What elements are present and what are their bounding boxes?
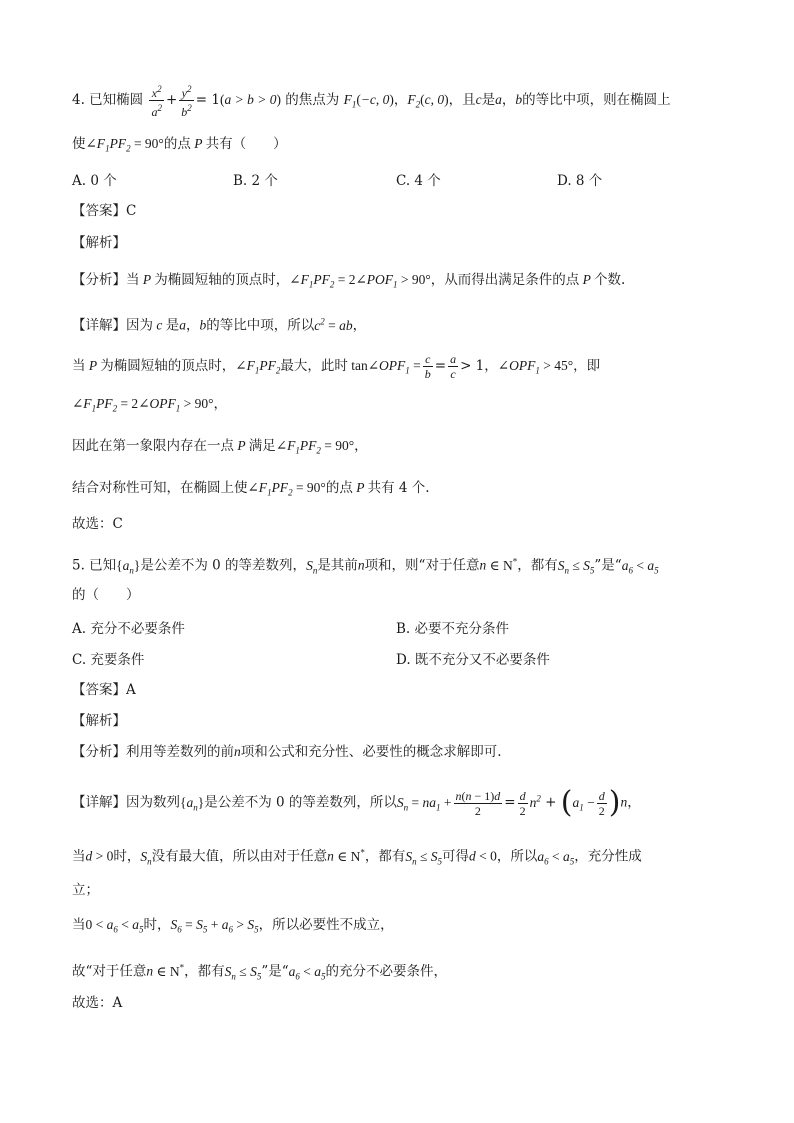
- frac-d-2b: $\frac{d}{2}$: [598, 788, 605, 818]
- q5-xj-text: 故“对于任意: [72, 963, 147, 980]
- q4-fenxi-text: ，从而得出满足条件的点: [430, 272, 580, 288]
- q4-xj-line2: 当 P 为椭圆短轴的顶点时，$\angle F_1PF_2$最大，此时 $\tan\angle OPF_1$ = $\frac{c}{b}$ = $\frac{a}{c}$ > 1，$\angle OPF_1 > 45^\circ$，即: [72, 352, 601, 381]
- q4-option-d: D. 8 个: [557, 173, 603, 189]
- q4-option-c: C. 4 个: [396, 173, 441, 189]
- q5-stem-text: 是其前: [317, 557, 358, 574]
- q4-xj-text: 结合对称性可知，在椭圆上使: [72, 480, 248, 496]
- q5-option-d: D. 既不充分又不必要条件: [396, 652, 550, 668]
- q5-xj-text: ，都有: [364, 848, 406, 865]
- q5-xj-line3: 立；: [72, 882, 99, 898]
- q5-option-b: B. 必要不充分条件: [396, 621, 510, 637]
- q4-xj-text: ，: [354, 438, 368, 454]
- q4-stem-line1: 4. 已知椭圆 $\frac{x^2}{a^2}$ + $\frac{y^2}{b^2}$ = 1(a > b > 0) 的焦点为 $F_1(-c$, 0)，$F_2(c$, 0)，且c是a，b的等比中项，则在椭圆上: [72, 84, 671, 119]
- q4-fenxi-text: 为椭圆短轴的顶点时，: [154, 272, 290, 288]
- q5-xj-text: ，充分性成: [574, 848, 642, 865]
- xiangjie-tag: 【详解】: [72, 794, 126, 811]
- q5-xj-text: 因为数列: [126, 794, 180, 811]
- q4-xj-line1: 【详解】因为 c 是a，b的等比中项，所以$c^2$ = ab，: [72, 316, 367, 334]
- q5-fenxi: 【分析】利用等差数列的前n项和公式和充分性、必要性的概念求解即可.: [72, 744, 502, 760]
- q5-xj-line1: 【详解】因为数列$\{a_n\}$是公差不为 0 的等差数列，所以$S_n = na_1$ + $\frac{n(n - 1)d}{2}$ = $\frac{d}{2}$ $n^2 + (a_1$ − $\frac{d}{2}$ )n，: [72, 785, 641, 820]
- q4-xj-text: 满足: [248, 438, 276, 454]
- q5-xj-line5: 故“对于任意n ∈ N*，都有$S_n \le S_5$”是“$a_6 < a_5$的充分不必要条件，: [72, 962, 448, 982]
- q4-stem-line2: 使$\angle F_1PF_2 = 90^\circ$的点 P 共有（ ）: [72, 136, 287, 154]
- q4-fenxi-text: 个数.: [594, 272, 626, 288]
- q4-xj-text: ，即: [573, 358, 601, 374]
- q4-stem-text: 共有（ ）: [205, 136, 287, 152]
- q5-xj-text: 当: [72, 848, 86, 865]
- frac-d-2: $\frac{d}{2}$: [519, 788, 526, 818]
- frac-a-c: $\frac{a}{c}$: [450, 352, 457, 381]
- q5-xj-line2: 当d > 0时，$S_n$没有最大值，所以由对于任意n ∈ N*，都有$S_n \le S_5$可得d < 0，所以$a_6 < a_5$，充分性成: [72, 847, 642, 867]
- q5-xj-text: ，都有: [184, 963, 225, 980]
- q5-xj-line4: 当$0 < a_6 < a_5$时，$S_6 = S_5 + a_6 > S_5$，所以必要性不成立，: [72, 917, 394, 935]
- q5-xj-text: 当: [72, 917, 86, 933]
- q5-xj-text: 的充分不必要条件，: [325, 963, 448, 980]
- q4-xj-text: 当: [72, 358, 86, 374]
- q4-answer: 【答案】C: [72, 203, 137, 219]
- q5-xj-text: ，所以必要性不成立，: [258, 917, 394, 933]
- q5-xj-text: ”是“: [261, 963, 289, 980]
- q5-stem-text: ，都有: [517, 557, 558, 574]
- q5-analysis-label: 【解析】: [72, 713, 126, 729]
- q4-stem-text: 是: [481, 92, 496, 108]
- q5-option-a: A. 充分不必要条件: [72, 621, 185, 637]
- q5-choose: 故选：A: [72, 995, 123, 1011]
- q4-stem-text: 4. 已知椭圆: [72, 92, 144, 108]
- ellipse-frac-x: $\frac{x^2}{a^2}$: [151, 84, 162, 119]
- q5-stem-text: 是公差不为 0 的等差数列，: [140, 557, 307, 574]
- fenxi-tag: 【分析】: [72, 272, 126, 288]
- q4-xj-text: 的点: [325, 480, 353, 496]
- q4-xj-line4: 因此在第一象限内存在一点 P 满足$\angle F_1PF_2 = 90^\circ$，: [72, 438, 368, 456]
- q4-xj-line3: $\angle F_1PF_2$ = $2\angle OPF_1 > 90^\circ$，: [72, 396, 228, 414]
- q4-xj-text: 最大，此时: [280, 358, 348, 374]
- q5-fenxi-text: 项和公式和充分性、必要性的概念求解即可.: [240, 744, 502, 760]
- frac-sum: $\frac{n(n - 1)d}{2}$: [455, 788, 501, 818]
- q5-xj-text: 是公差不为 0 的等差数列，所以: [204, 794, 397, 811]
- q4-stem-text: 的等比中项，则在椭圆上: [522, 92, 671, 108]
- q4-xj-text: 的等比中项，所以: [206, 317, 315, 334]
- q5-xj-text: 时，: [113, 848, 141, 865]
- q4-option-a: A. 0 个: [72, 173, 117, 189]
- q4-analysis-label: 【解析】: [72, 235, 126, 251]
- q4-xj-text: 因此在第一象限内存在一点: [72, 438, 234, 454]
- q4-stem-text: 的焦点为: [285, 92, 340, 108]
- q4-xj-text: 因为: [126, 317, 153, 334]
- q5-stem-text: 5. 已知: [72, 557, 117, 574]
- q5-stem-text: 项和，则“对于任意: [364, 557, 480, 574]
- q4-xj-text: 为椭圆短轴的顶点时，: [100, 358, 236, 374]
- q4-xj-text: 共有 4 个.: [367, 480, 430, 496]
- q5-xj-text: ，: [627, 794, 641, 811]
- ellipse-frac-y: $\frac{y^2}{b^2}$: [181, 84, 192, 119]
- q4-xj-line5: 结合对称性可知，在椭圆上使$\angle F_1PF_2 = 90^\circ$的点 P 共有 4 个.: [72, 480, 430, 498]
- fenxi-tag: 【分析】: [72, 744, 126, 760]
- focus-f2: $F_2(c$, 0): [407, 92, 449, 110]
- q5-answer: 【答案】A: [72, 682, 136, 698]
- q5-xj-text: ，所以: [496, 848, 538, 865]
- xiangjie-tag: 【详解】: [72, 317, 126, 334]
- focus-f1: $F_1(-c$, 0): [343, 92, 394, 110]
- frac-c-b: $\frac{c}{b}$: [424, 352, 431, 381]
- q4-stem-text: 的点: [163, 136, 191, 152]
- q5-xj-text: 没有最大值，所以由对于任意: [151, 848, 328, 865]
- q4-stem-text: ，且: [448, 92, 476, 108]
- q4-xj-text: 是: [165, 317, 180, 334]
- q5-option-c: C. 充要条件: [72, 652, 145, 668]
- q4-choose: 故选：C: [72, 516, 123, 532]
- q5-stem-line2: 的（ ）: [72, 587, 140, 603]
- q5-stem-text: ”是“: [594, 557, 622, 574]
- q4-fenxi: 【分析】当 P 为椭圆短轴的顶点时，$\angle F_1PF_2$ = $2\angle POF_1 > 90^\circ$，从而得出满足条件的点 P 个数.: [72, 272, 626, 290]
- q5-fenxi-text: 利用等差数列的前: [126, 744, 234, 760]
- q5-stem-line1: 5. 已知$\{a_n\}$是公差不为 0 的等差数列，$S_n$是其前n项和，则“对于任意n ∈ N*，都有$S_n \le S_5$”是“$a_6 < a_5$: [72, 556, 659, 576]
- q4-stem-text: 使: [72, 136, 86, 152]
- q4-xj-text: ，: [352, 317, 367, 334]
- q4-option-b: B. 2 个: [233, 173, 278, 189]
- q4-xj-text: ，: [213, 396, 228, 412]
- q4-fenxi-text: 当: [126, 272, 140, 288]
- q4-xj-text: ，: [484, 358, 498, 374]
- q5-xj-text: 可得: [442, 848, 470, 865]
- q5-xj-text: 时，: [143, 917, 171, 933]
